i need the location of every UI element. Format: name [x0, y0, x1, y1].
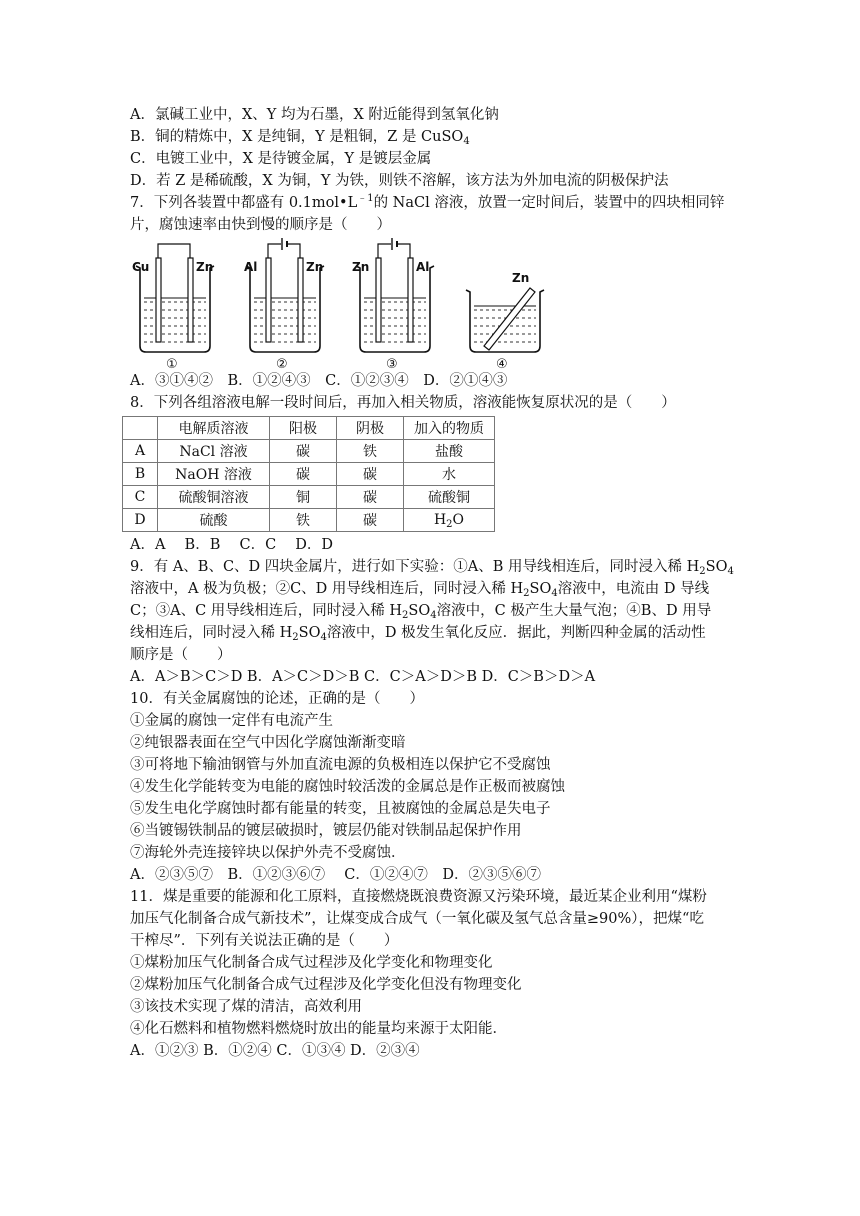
electrode-label-zn: Zn — [306, 260, 324, 274]
table-header-row — [123, 417, 495, 440]
q10-item: ⑥当镀锡铁制品的镀层破损时，镀层仍能对铁制品起保护作用 — [130, 823, 522, 839]
table-header-cell: 阴极 — [337, 417, 404, 440]
beaker-number-4: ④ — [496, 357, 508, 370]
table-header-cell: 加入的物质 — [404, 417, 495, 440]
table-cell: 硫酸铜溶液 — [158, 486, 270, 509]
beaker-number-1: ① — [166, 357, 178, 370]
table-cell: A — [123, 440, 158, 463]
q11-options: A．①②③ B．①②④ C．①③④ D．②③④ — [130, 1043, 420, 1059]
q10-item: ①金属的腐蚀一定伴有电流产生 — [130, 713, 333, 729]
q7-options: A．③①④② B．①②④③ C．①②③④ D．②①④③ — [130, 373, 508, 389]
beaker-3 — [352, 238, 434, 370]
electrode-label-al: Al — [416, 260, 430, 274]
table-cell: 硫酸铜 — [404, 486, 495, 509]
q10-stem: 10．有关金属腐蚀的论述，正确的是（ ） — [130, 691, 424, 707]
q8-stem: 8．下列各组溶液电解一段时间后，再加入相关物质，溶液能恢复原状况的是（ ） — [130, 395, 676, 411]
q10-item: ③可将地下输油钢管与外加直流电源的负极相连以保护它不受腐蚀 — [130, 757, 551, 773]
q9-stem-line3: C；③A、C 用导线相连后，同时浸入稀 $H_2SO_4$溶液中，C 极产生大量气泡；④B、D 用导 — [130, 603, 712, 621]
table-cell: NaCl 溶液 — [158, 440, 270, 463]
table-cell: 铁 — [270, 509, 337, 532]
q10-item: ④发生化学能转变为电能的腐蚀时较活泼的金属总是作正极而被腐蚀 — [130, 779, 565, 795]
q9-stem-line1: 9．有 A、B、C、D 四块金属片，进行如下实验：①A、B 用导线相连后，同时浸入稀 $H_2SO_4$ — [130, 559, 734, 577]
table-cell: 碳 — [270, 463, 337, 486]
table-cell: B — [123, 463, 158, 486]
table-cell: $H_2O$ — [404, 509, 495, 532]
table-cell: 碳 — [270, 440, 337, 463]
beaker-2 — [244, 238, 324, 370]
q11-item: ④化石燃料和植物燃料燃烧时放出的能量均来源于太阳能． — [130, 1021, 507, 1037]
q10-item: ⑤发生电化学腐蚀时都有能量的转变，且被腐蚀的金属总是失电子 — [130, 801, 551, 817]
table-header-cell — [123, 417, 158, 440]
q6-option-b: B．铜的精炼中，X 是纯铜，Y 是粗铜，Z 是 CuSO$_4$ — [130, 129, 470, 147]
q6-option-c: C．电镀工业中，X 是待镀金属，Y 是镀层金属 — [130, 151, 432, 167]
table-header-cell: 电解质溶液 — [158, 417, 270, 440]
q11-item: ①煤粉加压气化制备合成气过程涉及化学变化和物理变化 — [130, 955, 493, 971]
q6-option-d: D．若 Z 是稀硫酸，X 为铜，Y 为铁，则铁不溶解，该方法为外加电流的阴极保护法 — [130, 173, 669, 189]
q8-options: A．A B．B C．C D．D — [130, 537, 334, 553]
q7-stem-line1: 7．下列各装置中都盛有 $0.1mol•L^{﹣1}$的 NaCl 溶液，放置一定时间后，装置中的四块相同锌 — [130, 193, 725, 211]
q10-options: A．②③⑤⑦ B．①②③⑥⑦ C．①②④⑦ D．②③⑤⑥⑦ — [130, 867, 541, 883]
q9-options: A．A＞B＞C＞D B．A＞C＞D＞B C．C＞A＞D＞B D．C＞B＞D＞A — [130, 669, 596, 685]
table-cell: 碳 — [337, 463, 404, 486]
q9-stem-line2: 溶液中，A 极为负极；②C、D 用导线相连后，同时浸入稀 $H_2SO_4$溶液中，电流由 D 导线 — [130, 581, 710, 599]
q10-item: ⑦海轮外壳连接锌块以保护外壳不受腐蚀． — [130, 845, 406, 861]
beaker-number-2: ② — [276, 357, 288, 370]
q7-stem-line2: 片，腐蚀速率由快到慢的顺序是（ ） — [130, 217, 391, 233]
table-row — [123, 440, 495, 463]
beaker-1 — [132, 244, 214, 370]
q10-item: ②纯银器表面在空气中因化学腐蚀渐渐变暗 — [130, 735, 406, 751]
table-cell: 铜 — [270, 486, 337, 509]
electrode-label-zn: Zn — [512, 271, 530, 285]
table-cell: 碳 — [337, 509, 404, 532]
table-cell: C — [123, 486, 158, 509]
table-cell: NaOH 溶液 — [158, 463, 270, 486]
table-cell: 硫酸 — [158, 509, 270, 532]
q11-stem-line1: 11．煤是重要的能源和化工原料，直接燃烧既浪费资源又污染环境，最近某企业利用“煤粉 — [130, 889, 707, 905]
table-cell: 水 — [404, 463, 495, 486]
q11-stem-line2: 加压气化制备合成气新技术”，让煤变成合成气（一氧化碳及氢气总含量≥90%），把煤“吃 — [130, 911, 704, 927]
q11-item: ②煤粉加压气化制备合成气过程涉及化学变化但没有物理变化 — [130, 977, 522, 993]
table-cell: 盐酸 — [404, 440, 495, 463]
table-row — [123, 486, 495, 509]
beaker-number-3: ③ — [386, 357, 398, 370]
q6-option-a: A．氯碱工业中，X、Y 均为石墨，X 附近能得到氢氧化钠 — [130, 107, 499, 123]
electrode-label-cu: Cu — [132, 260, 150, 274]
apparatus-diagram — [130, 238, 550, 370]
q9-stem-line5: 顺序是（ ） — [130, 647, 232, 663]
table-cell: 铁 — [337, 440, 404, 463]
electrode-label-zn: Zn — [352, 260, 370, 274]
q9-stem-line4: 线相连后，同时浸入稀 $H_2SO_4$溶液中，D 极发生氧化反应．据此，判断四种金属的活动性 — [130, 625, 706, 643]
table-header-cell: 阳极 — [270, 417, 337, 440]
q11-item: ③该技术实现了煤的清洁，高效利用 — [130, 999, 362, 1015]
table-cell: D — [123, 509, 158, 532]
q7-apparatus-figure — [130, 238, 750, 370]
table-row — [123, 509, 495, 532]
exam-page — [130, 104, 750, 1062]
q8-table — [122, 416, 495, 532]
q11-stem-line3: 干榨尽”．下列有关说法正确的是（ ） — [130, 933, 399, 949]
table-row — [123, 463, 495, 486]
electrode-label-zn: Zn — [196, 260, 214, 274]
table-cell: 碳 — [337, 486, 404, 509]
electrode-label-al: Al — [244, 260, 258, 274]
beaker-4 — [466, 271, 544, 370]
